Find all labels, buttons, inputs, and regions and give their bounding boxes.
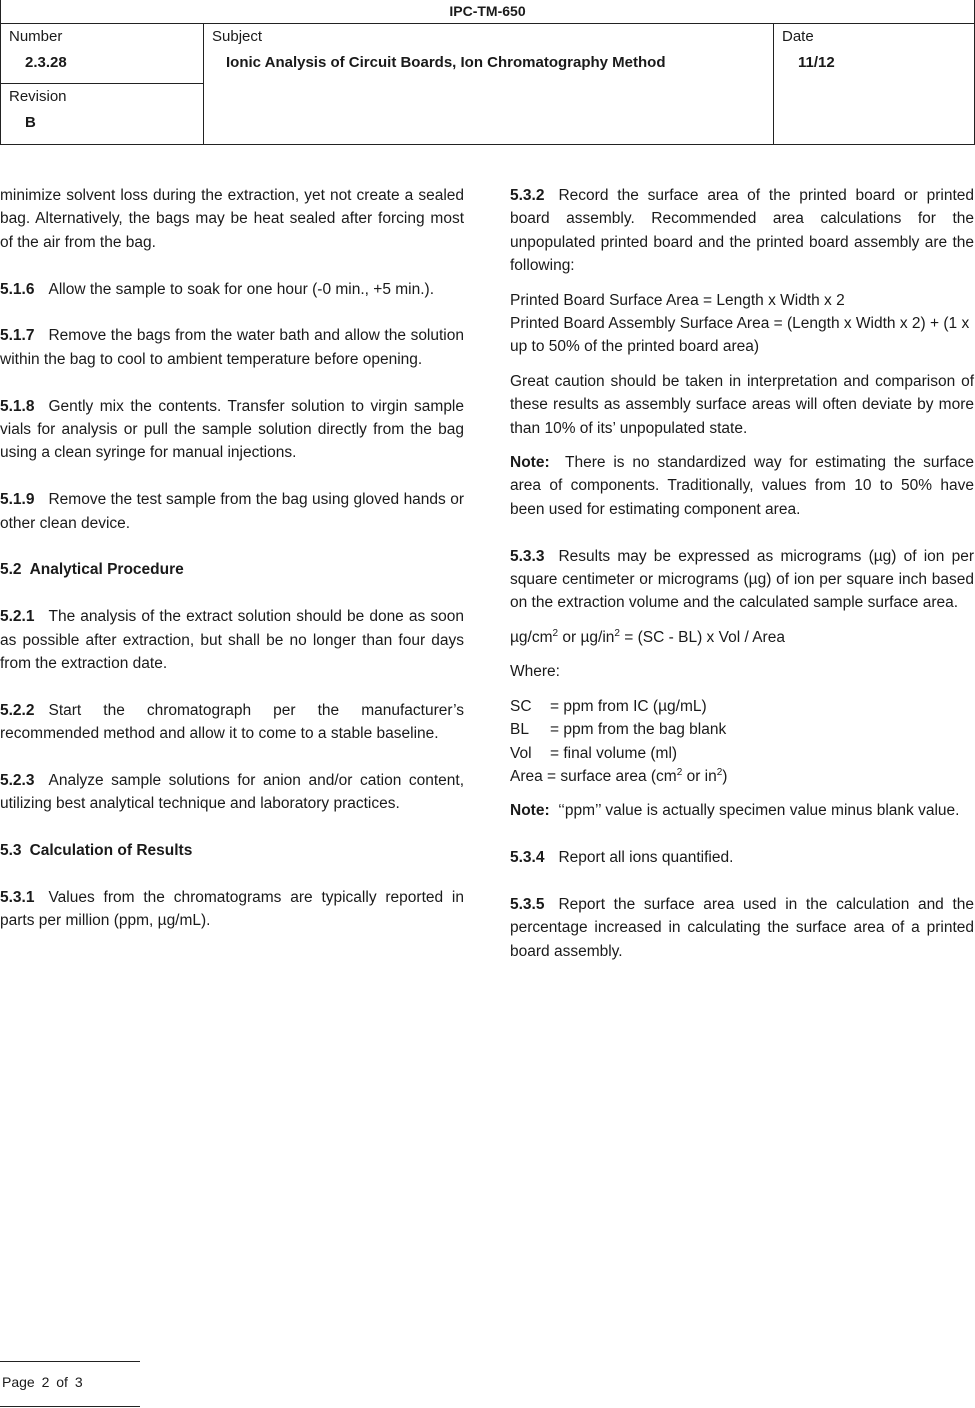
- section-number: 5.3.5: [510, 895, 545, 913]
- revision-value: B: [25, 114, 36, 131]
- document-header: [0, 0, 975, 145]
- def-term: Area: [510, 767, 543, 785]
- section-text: Remove the bags from the water bath and allow the solution within the bag to cool to ambient temperature before opening.: [0, 327, 464, 368]
- section-5-2-1: [0, 605, 464, 675]
- section-text: Report the surface area used in the calculation and the percentage increased in calculating the surface area of a printed board assembly.: [510, 895, 974, 960]
- definition: [510, 695, 974, 718]
- heading-number: 5.3: [0, 842, 22, 860]
- revision-cell: [1, 84, 204, 144]
- definition: [510, 742, 974, 765]
- section-number: 5.2.3: [0, 772, 35, 790]
- section-5-3-2: [510, 184, 974, 278]
- def-sup: 2: [716, 766, 723, 778]
- section-5-2-2: [0, 699, 464, 746]
- heading-text: Analytical Procedure: [29, 561, 184, 579]
- eq-part: or µg/in: [558, 628, 615, 646]
- section-text: Report all ions quantified.: [558, 849, 734, 867]
- page-number: Page 2 of 3: [2, 1374, 83, 1390]
- def-value: = ppm from the bag blank: [550, 721, 727, 739]
- def-value: = surface area (cm: [542, 767, 677, 785]
- subject-label: Subject: [212, 28, 263, 45]
- eq-sup: 2: [552, 627, 559, 639]
- definition: [510, 765, 974, 788]
- note-text: There is no standardized way for estimating the surface area of components. Traditionally, values from 10 to 50% have been used for estimating component area.: [510, 454, 974, 518]
- section-text: Record the surface area of the printed board or printed board assembly. Recommended area calculations for the unpopulated printed board and the printed board assembly are the following:: [510, 187, 974, 275]
- footer-divider: [0, 1406, 140, 1407]
- def-value: = ppm from IC (µg/mL): [550, 697, 707, 715]
- section-5-1-8: [0, 395, 464, 465]
- def-value: = final volume (ml): [550, 744, 678, 762]
- section-number: 5.3.3: [510, 547, 545, 565]
- section-number: 5.3.4: [510, 849, 545, 867]
- def-sup: 2: [676, 766, 683, 778]
- section-text: Results may be expressed as micrograms (µg) of ion per square centimeter or micrograms (µg) of ion per square inch based on the extraction volume and the calculated sample surface area.: [510, 547, 974, 612]
- note-ppm: [510, 799, 974, 822]
- number-cell: [1, 24, 204, 84]
- formula-board: Printed Board Surface Area = Length x Width x 2: [510, 291, 845, 309]
- revision-label: Revision: [9, 88, 67, 105]
- section-5-1-7: [0, 324, 464, 371]
- formula-assembly: Printed Board Assembly Surface Area = (Length x Width x 2) + (1 x up to 50% of the printed board area): [510, 315, 970, 356]
- section-text: Remove the test sample from the bag using gloved hands or other clean device.: [0, 491, 464, 532]
- area-formulas: [510, 289, 974, 359]
- note-text: ‘‘ppm’’ value is actually specimen value minus blank value.: [558, 802, 960, 820]
- section-5-1-6: [0, 278, 464, 301]
- caution-paragraph: Great caution should be taken in interpretation and comparison of these results as assembly surface areas will often deviate by more than 10% of its’ unpopulated state.: [510, 372, 974, 437]
- section-5-2-3: [0, 769, 464, 816]
- section-text: Gently mix the contents. Transfer solution to virgin sample vials for analysis or pull the sample solution directly from the bag using a clean syringe for manual injections.: [0, 397, 464, 462]
- subject-value: Ionic Analysis of Circuit Boards, Ion Chromatography Method: [226, 54, 666, 71]
- def-term: Vol: [510, 744, 532, 762]
- section-5-3-1: [0, 886, 464, 933]
- section-text: Analyze sample solutions for anion and/or cation content, utilizing best analytical technique and laboratory practices.: [0, 772, 464, 813]
- definition: [510, 718, 974, 741]
- paragraph: minimize solvent loss during the extraction, yet not create a sealed bag. Alternatively, the bags may be heat sealed after forcing most of the air from the bag.: [0, 187, 464, 251]
- eq-sup: 2: [614, 627, 620, 639]
- section-number: 5.2.2: [0, 701, 35, 719]
- section-number: 5.2.1: [0, 608, 35, 626]
- eq-part: µg/cm: [510, 628, 553, 646]
- date-label: Date: [782, 28, 814, 45]
- doc-title: IPC-TM-650: [1, 0, 974, 24]
- subject-cell: [204, 24, 774, 144]
- right-column: [510, 184, 974, 987]
- eq-part: = (SC - BL) x Vol / Area: [619, 628, 785, 646]
- section-text: Values from the chromatograms are typically reported in parts per million (ppm, µg/mL).: [0, 889, 464, 930]
- section-text: The analysis of the extract solution should be done as soon as possible after extraction, but shall be no longer than four days from the extraction date.: [0, 608, 464, 673]
- section-5-1-9: [0, 488, 464, 535]
- left-column: [0, 184, 464, 956]
- heading-5-3: [0, 839, 464, 862]
- heading-5-2: [0, 558, 464, 581]
- section-number: 5.1.8: [0, 397, 35, 415]
- section-5-3-5: [510, 893, 974, 963]
- date-cell: [774, 24, 974, 144]
- definitions-list: [510, 695, 974, 789]
- number-value: 2.3.28: [25, 54, 67, 71]
- section-5-3-3: [510, 545, 974, 615]
- def-value: or in: [682, 767, 717, 785]
- equation: [510, 626, 974, 649]
- section-number: 5.3.2: [510, 187, 545, 204]
- section-5-3-4: [510, 846, 974, 869]
- note-label: Note:: [510, 454, 550, 472]
- section-text: Allow the sample to soak for one hour (-0 min., +5 min.).: [48, 280, 435, 298]
- footer-divider: [0, 1361, 140, 1362]
- section-text: Start the chromatograph per the manufacturer’s recommended method and allow it to come to a stable baseline.: [0, 701, 464, 743]
- heading-number: 5.2: [0, 561, 22, 579]
- note-label: Note:: [510, 802, 550, 820]
- heading-text: Calculation of Results: [29, 842, 193, 860]
- section-number: 5.3.1: [0, 889, 35, 907]
- def-term: SC: [510, 697, 532, 715]
- section-number: 5.1.7: [0, 327, 35, 345]
- where-label: Where:: [510, 663, 560, 681]
- note-components: [510, 451, 974, 521]
- section-number: 5.1.6: [0, 280, 35, 298]
- def-value: ): [722, 767, 728, 785]
- date-value: 11/12: [798, 54, 835, 71]
- number-label: Number: [9, 28, 63, 45]
- section-number: 5.1.9: [0, 491, 35, 509]
- def-term: BL: [510, 721, 529, 739]
